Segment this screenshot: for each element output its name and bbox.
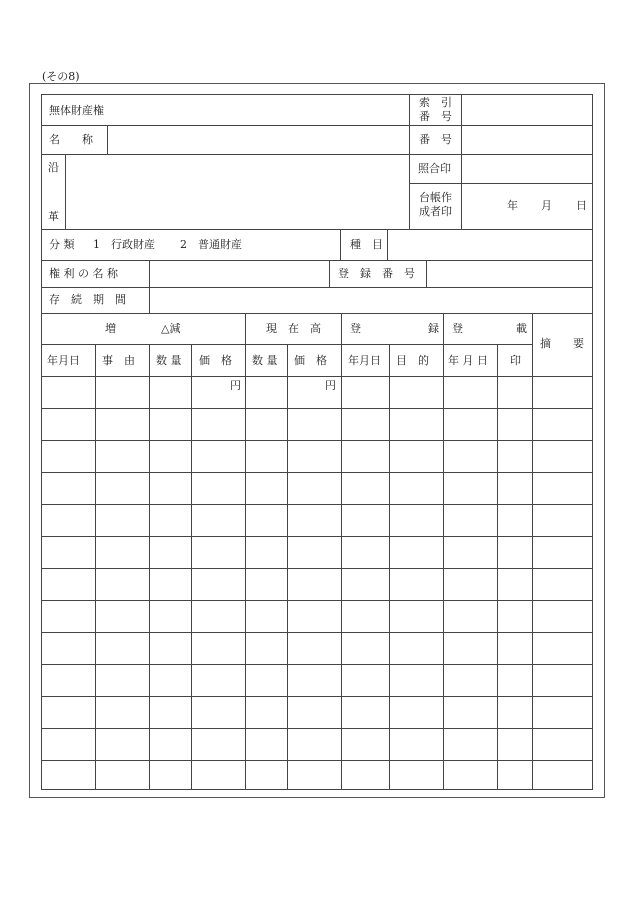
col-registration-date: 年月日: [348, 354, 381, 367]
rule: [41, 600, 593, 601]
rule: [532, 313, 533, 790]
rule: [41, 789, 593, 790]
registration-number-label: 登 録 番 号: [338, 267, 415, 280]
col-price: 価 格: [199, 354, 232, 367]
rule: [65, 154, 66, 230]
rule: [387, 229, 388, 261]
rule: [497, 344, 498, 790]
rule: [41, 504, 593, 505]
rule: [41, 287, 593, 288]
rule: [149, 344, 150, 790]
group-registration-left: 登: [350, 322, 361, 335]
kind-label: 種 目: [350, 238, 383, 251]
rule: [41, 440, 593, 441]
col-reason: 事 由: [102, 354, 135, 367]
classification-option-administrative: 1 行政財産: [93, 238, 155, 251]
classification-label: 分 類: [49, 238, 75, 251]
rule: [41, 760, 593, 761]
rule: [340, 229, 341, 261]
rule: [95, 344, 96, 790]
group-entry-left: 登: [452, 322, 463, 335]
rule: [41, 632, 593, 633]
rule: [41, 229, 593, 230]
history-label-top: 沿: [48, 161, 59, 174]
ledger-creator-label-line1: 台帳作: [419, 191, 452, 204]
rule: [107, 125, 108, 155]
asset-ledger-form: [30, 84, 604, 797]
col-purpose: 目 的: [396, 354, 429, 367]
yen-unit-current: 円: [325, 379, 336, 392]
remarks-header: 摘 要: [540, 337, 584, 350]
rule: [41, 536, 593, 537]
rule: [245, 313, 246, 790]
group-decrease: △減: [161, 322, 181, 335]
rule: [41, 154, 593, 155]
rule: [41, 94, 42, 790]
rule: [191, 344, 192, 790]
rule: [149, 260, 150, 314]
number-label: 番 号: [419, 133, 452, 146]
index-label-line2: 番 号: [419, 110, 452, 123]
rule: [41, 568, 593, 569]
index-label-line1: 索 引: [419, 96, 452, 109]
rule: [461, 94, 462, 230]
form-frame: [29, 83, 605, 798]
history-label-bottom: 革: [48, 210, 59, 223]
group-registration-right: 録: [428, 322, 439, 335]
rule: [592, 94, 593, 790]
group-increase: 増: [105, 322, 116, 335]
rule: [341, 313, 342, 790]
check-seal-label: 照合印: [418, 162, 451, 175]
yen-unit-price: 円: [230, 379, 241, 392]
date-year: 年: [507, 199, 518, 212]
name-label: 名 称: [49, 133, 93, 146]
group-current-balance: 現 在 高: [266, 322, 321, 335]
rule: [443, 313, 444, 790]
rule: [426, 260, 427, 288]
rule: [41, 94, 593, 95]
form-title: 無体財産権: [49, 104, 104, 117]
col-seal: 印: [510, 354, 521, 367]
rule: [389, 344, 390, 790]
col-date: 年月日: [47, 354, 80, 367]
rule: [41, 664, 593, 665]
rule: [41, 408, 593, 409]
rule: [287, 344, 288, 790]
rule: [41, 313, 593, 314]
col-quantity: 数 量: [156, 354, 182, 367]
ledger-creator-label-line2: 成者印: [419, 205, 452, 218]
date-month: 月: [541, 199, 552, 212]
rule: [41, 728, 593, 729]
rule: [409, 183, 593, 184]
col-price-current: 価 格: [294, 354, 327, 367]
date-day: 日: [576, 199, 587, 212]
col-entry-date: 年 月 日: [448, 354, 488, 367]
rule: [329, 260, 330, 288]
classification-option-ordinary: 2 普通財産: [180, 238, 242, 251]
rule: [41, 696, 593, 697]
rule: [41, 376, 593, 377]
form-caption: (その8): [42, 70, 80, 83]
group-entry-right: 載: [516, 322, 527, 335]
rule: [41, 125, 593, 126]
col-quantity-current: 数 量: [252, 354, 278, 367]
right-name-label: 権 利 の 名 称: [49, 267, 118, 280]
duration-label: 存 続 期 間: [49, 293, 126, 306]
rule: [41, 260, 593, 261]
rule: [409, 94, 410, 230]
rule: [41, 472, 593, 473]
